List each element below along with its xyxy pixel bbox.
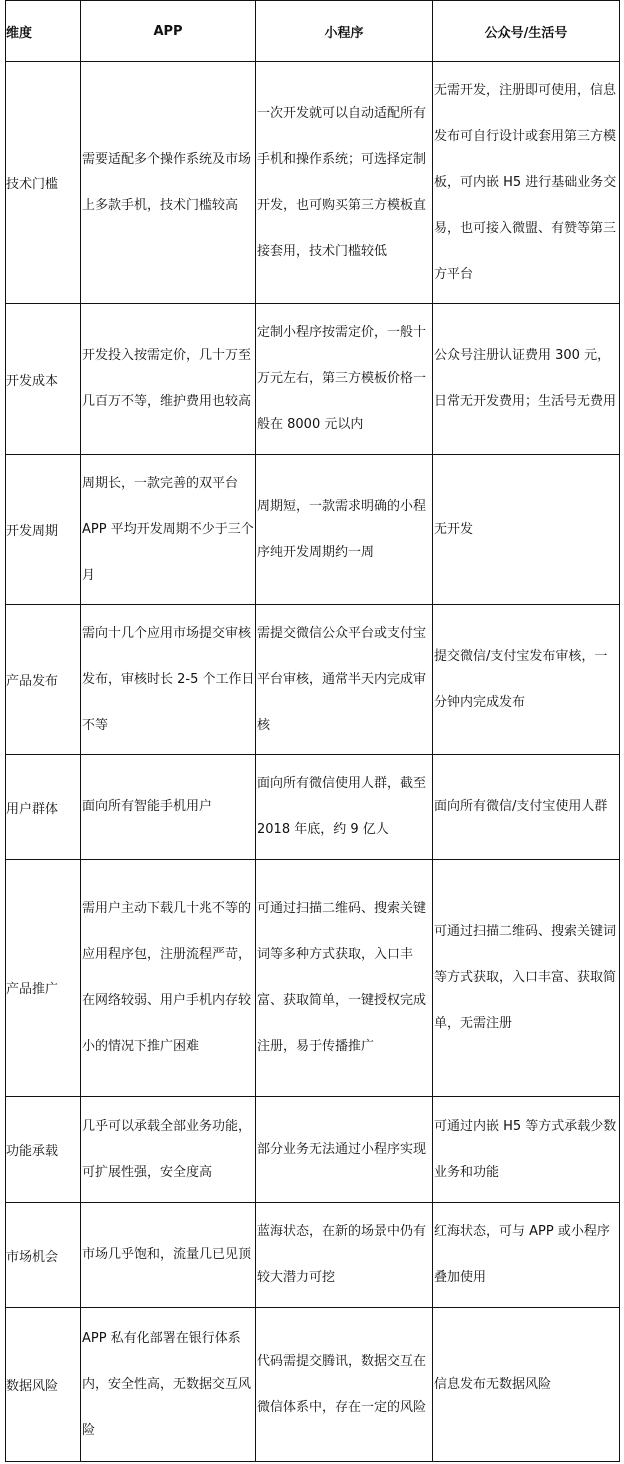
- cell-app: 需要适配多个操作系统及市场上多款手机，技术门槛较高: [81, 62, 256, 304]
- row-dimension: 产品推广: [6, 860, 81, 1097]
- row-dimension: 技术门槛: [6, 62, 81, 304]
- row-dimension: 产品发布: [6, 605, 81, 755]
- row-dimension: 市场机会: [6, 1203, 81, 1308]
- row-dimension: 开发成本: [6, 304, 81, 455]
- table-row: [6, 304, 620, 455]
- cell-official-account: 可通过扫描二维码、搜索关键词等方式获取，入口丰富、获取简单，无需注册: [433, 860, 620, 1097]
- table-row: [6, 455, 620, 605]
- cell-official-account: 公众号注册认证费用 300 元，日常无开发费用；生活号无费用: [433, 304, 620, 455]
- header-app: APP: [81, 1, 256, 62]
- cell-app: 需用户主动下载几十兆不等的应用程序包，注册流程严苛，在网络较弱、用户手机内存较小的情况下推广困难: [81, 860, 256, 1097]
- cell-app: 需向十几个应用市场提交审核发布，审核时长 2-5 个工作日不等: [81, 605, 256, 755]
- cell-app: 周期长，一款完善的双平台 APP 平均开发周期不少于三个月: [81, 455, 256, 605]
- cell-official-account: 无开发: [433, 455, 620, 605]
- cell-app: 开发投入按需定价，几十万至几百万不等，维护费用也较高: [81, 304, 256, 455]
- row-dimension: 用户群体: [6, 755, 81, 860]
- table-row: [6, 860, 620, 1097]
- row-dimension: 数据风险: [6, 1308, 81, 1462]
- cell-app: 市场几乎饱和，流量几已见顶: [81, 1203, 256, 1308]
- cell-official-account: 信息发布无数据风险: [433, 1308, 620, 1462]
- cell-mini-program: 部分业务无法通过小程序实现: [256, 1097, 433, 1203]
- cell-mini-program: 代码需提交腾讯，数据交互在微信体系中，存在一定的风险: [256, 1308, 433, 1462]
- cell-mini-program: 周期短，一款需求明确的小程序纯开发周期约一周: [256, 455, 433, 605]
- cell-mini-program: 面向所有微信使用人群，截至 2018 年底，约 9 亿人: [256, 755, 433, 860]
- header-official-account: 公众号/生活号: [433, 1, 620, 62]
- table-row: [6, 62, 620, 304]
- table-row: [6, 755, 620, 860]
- table-row: [6, 1308, 620, 1462]
- cell-mini-program: 需提交微信公众平台或支付宝平台审核，通常半天内完成审核: [256, 605, 433, 755]
- comparison-table: [5, 0, 620, 1462]
- cell-app: 面向所有智能手机用户: [81, 755, 256, 860]
- cell-official-account: 提交微信/支付宝发布审核，一分钟内完成发布: [433, 605, 620, 755]
- table-row: [6, 1097, 620, 1203]
- cell-official-account: 可通过内嵌 H5 等方式承载少数业务和功能: [433, 1097, 620, 1203]
- cell-mini-program: 定制小程序按需定价，一般十万元左右，第三方模板价格一般在 8000 元以内: [256, 304, 433, 455]
- cell-mini-program: 蓝海状态，在新的场景中仍有较大潜力可挖: [256, 1203, 433, 1308]
- row-dimension: 功能承载: [6, 1097, 81, 1203]
- header-dimension: 维度: [6, 1, 81, 62]
- header-row: [6, 1, 620, 62]
- cell-official-account: 无需开发，注册即可使用，信息发布可自行设计或套用第三方模板，可内嵌 H5 进行基础业务交易，也可接入微盟、有赞等第三方平台: [433, 62, 620, 304]
- row-dimension: 开发周期: [6, 455, 81, 605]
- table-row: [6, 605, 620, 755]
- cell-app: 几乎可以承载全部业务功能，可扩展性强，安全度高: [81, 1097, 256, 1203]
- cell-mini-program: 可通过扫描二维码、搜索关键词等多种方式获取，入口丰富、获取简单，一键授权完成注册，易于传播推广: [256, 860, 433, 1097]
- cell-official-account: 红海状态，可与 APP 或小程序叠加使用: [433, 1203, 620, 1308]
- table-row: [6, 1203, 620, 1308]
- header-mini-program: 小程序: [256, 1, 433, 62]
- cell-official-account: 面向所有微信/支付宝使用人群: [433, 755, 620, 860]
- cell-app: APP 私有化部署在银行体系内，安全性高，无数据交互风险: [81, 1308, 256, 1462]
- cell-mini-program: 一次开发就可以自动适配所有手机和操作系统；可选择定制开发，也可购买第三方模板直接套用，技术门槛较低: [256, 62, 433, 304]
